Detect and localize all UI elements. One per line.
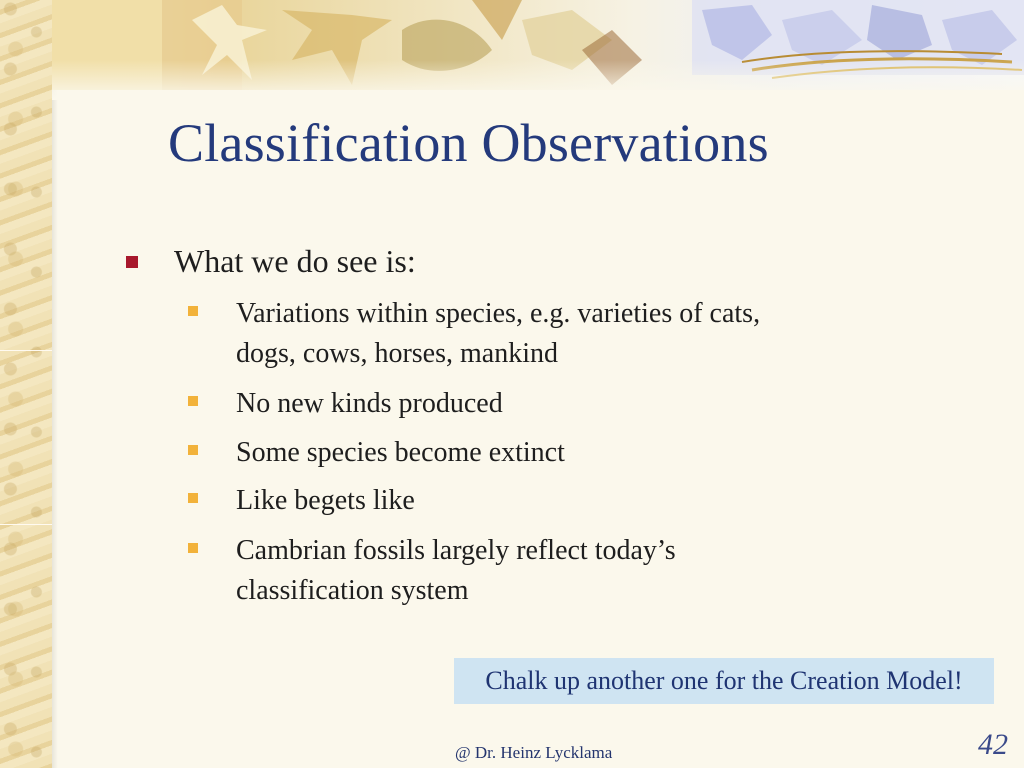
page-number: 42 <box>978 728 1008 761</box>
square-bullet-icon <box>188 445 198 455</box>
strip-divider <box>0 350 52 351</box>
strip-divider <box>0 524 52 525</box>
slide-title: Classification Observations <box>168 113 769 173</box>
sub-bullet-text-line2: classification system <box>236 575 469 606</box>
sub-bullet-text-line1: Variations within species, e.g. varieties of cats, <box>236 298 761 329</box>
sub-bullet-text-line1: Like begets like <box>236 485 415 516</box>
square-bullet-icon <box>188 306 198 316</box>
sub-bullet-text-line2: dogs, cows, horses, mankind <box>236 338 558 369</box>
square-bullet-icon <box>126 256 138 268</box>
main-bullet-text: What we do see is: <box>174 243 416 279</box>
sub-bullet-text-line1: Cambrian fossils largely reflect today’s <box>236 535 676 566</box>
square-bullet-icon <box>188 543 198 553</box>
banner-fade <box>52 60 1024 100</box>
square-bullet-icon <box>188 396 198 406</box>
square-bullet-icon <box>188 493 198 503</box>
callout-box <box>454 658 994 704</box>
left-texture-strip <box>0 0 52 768</box>
sub-bullet-text-line1: No new kinds produced <box>236 388 503 419</box>
sub-bullet-text-line1: Some species become extinct <box>236 437 565 468</box>
footer-credit: @ Dr. Heinz Lycklama <box>455 743 613 762</box>
callout-text: Chalk up another one for the Creation Model! <box>485 666 963 695</box>
